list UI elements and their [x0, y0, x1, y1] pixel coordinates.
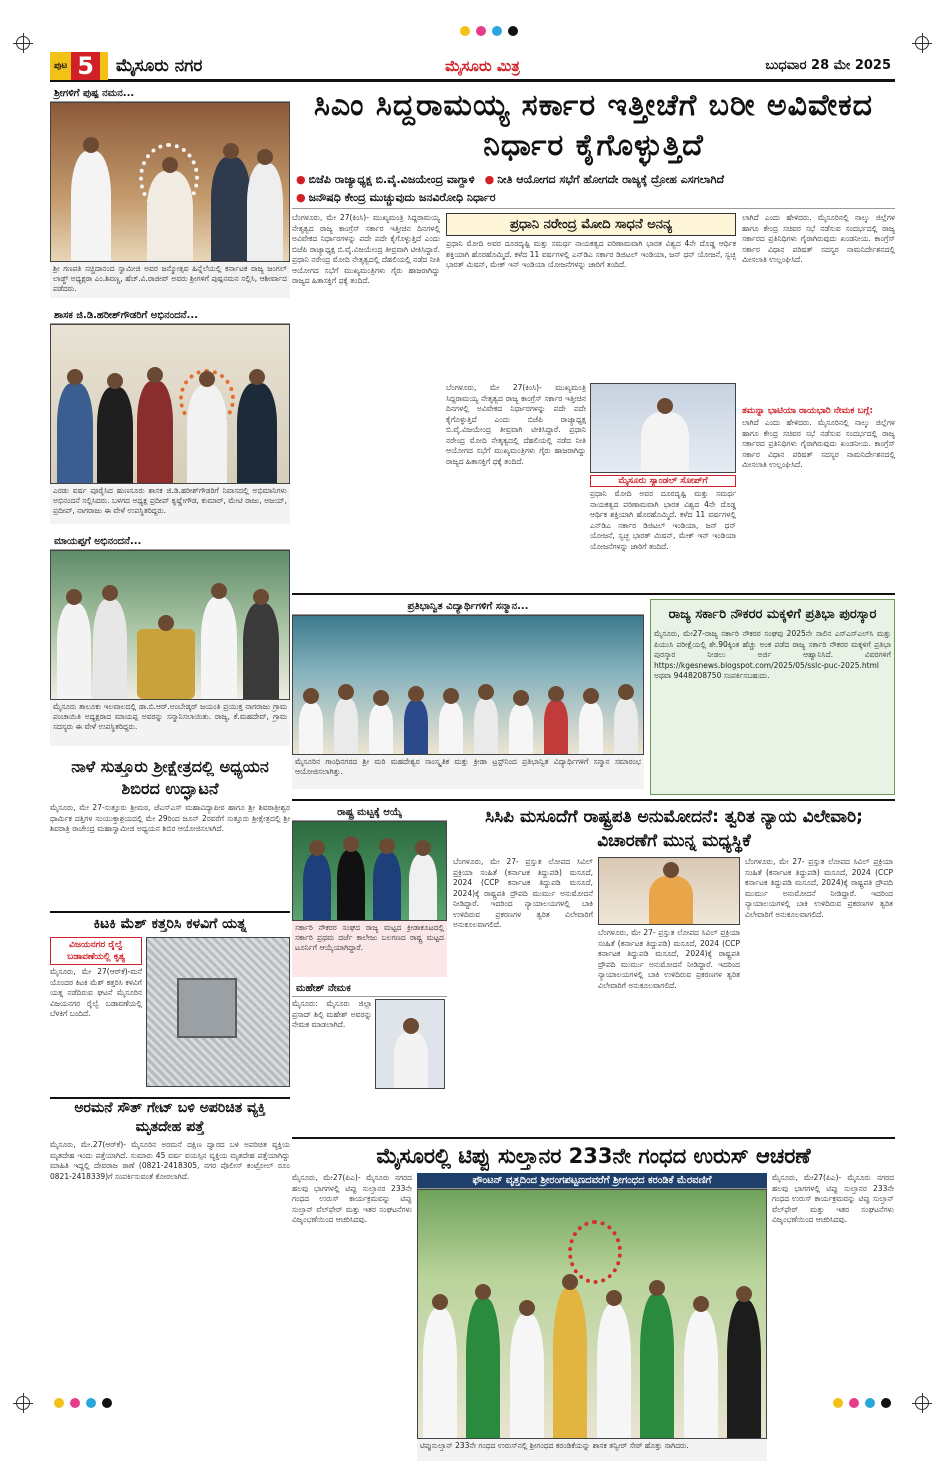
divider	[292, 593, 895, 595]
divider	[292, 1137, 895, 1139]
registration-mark	[915, 1396, 929, 1410]
story-headline: ಅರಮನೆ ಸೌತ್ ಗೇಟ್ ಬಳಿ ಅಪರಿಚಿತ ವ್ಯಕ್ತಿ ಮೃತದೇಹ ಪತ್ತೆ	[74, 1100, 266, 1135]
story-palace-gate	[50, 1097, 290, 1226]
tipu-story	[292, 1141, 895, 1473]
students-row	[292, 599, 895, 795]
story-headline: ಕಿಟಕಿ ಮೆಶ್ ಕತ್ತರಿಸಿ ಕಳವಿಗೆ ಯತ್ನ	[93, 916, 247, 932]
photo-subhead: ಮೈಸೂರು ಸ್ಯಾಂಡಲ್ ಸೋಪ್‌ಗೆ	[590, 475, 736, 487]
divider	[292, 799, 895, 801]
registration-mark	[16, 36, 30, 50]
tipu-procession-photo	[417, 1189, 767, 1439]
lead-kickers	[292, 170, 895, 209]
left-column	[50, 86, 290, 1226]
story-body: ಮೈಸೂರು, ಮೇ27(ಪಿಎ)- ಮೈಸೂರು ನಗರದ ಹಲವು ಭಾಗಗಳಲ್ಲಿ ಟಿಪ್ಪು ಸುಲ್ತಾನರ 233ನೇ ಗಂಧದ ಉರುಸ್ ಕಾರ್ಯಕ್ರಮವನ್ನು ಟಿಪ್ಪು ಸುಲ್ತಾನ್ ವೆಲ್‌ಫೇರ್ ಮತ್ತು ಇತರ ಸಂಘಟನೆಗಳು ವಿಜೃಂಭಣೆಯಿಂದ ಆಚರಿಸಿದವು.	[772, 1173, 894, 1224]
story-body: ಬೆಂಗಳೂರು, ಮೇ 27- ಪ್ರಸ್ತುತ ಲೋಪದ ಸಿವಿಲ್ ಪ್ರಕ್ರಿಯಾ ಸಂಹಿತೆ (ಕರ್ನಾಟಕ ತಿದ್ದುಪಡಿ) ಮಸೂದೆ, 2024 (CCP ಕರ್ನಾಟಕ ತಿದ್ದುಪಡಿ ಮಸೂದೆ, 2024)ಕ್ಕೆ ರಾಷ್ಟ್ರಪತಿ ದ್ರೌಪದಿ ಮುರ್ಮು ಅನುಮೋದನೆ ನೀಡಿದ್ದಾರೆ. ಇದರಿಂದ ನ್ಯಾಯಾಲಯಗಳಲ್ಲಿ ಬಾಕಿ ಉಳಿದಿರುವ ಪ್ರಕರಣಗಳ ತ್ವರಿತ ವಿಲೇವಾರಿಗೆ ಅನುಕೂಲವಾಗಲಿದೆ.	[453, 857, 593, 929]
sub-box-modi: ಪ್ರಧಾನಿ ನರೇಂದ್ರ ಮೋದಿ ಸಾಧನೆ ಅನನ್ಯ	[446, 213, 736, 236]
story-head: ಪ್ರತಿಭಾನ್ವಿತ ವಿದ್ಯಾರ್ಥಿಗಳಿಗೆ ಸನ್ಮಾನ...	[292, 599, 644, 615]
sports-ccp-row	[292, 805, 895, 1131]
soap-body: ಪ್ರಧಾನಿ ಮೋದಿ ಅವರ ದೂರದೃಷ್ಟಿ ಮತ್ತು ಸಮರ್ಥ ನಾಯಕತ್ವದ ಪರಿಣಾಮವಾಗಿ ಭಾರತ ವಿಶ್ವದ 4ನೇ ದೊಡ್ಡ ಆರ್ಥಿಕ ಶಕ್ತಿಯಾಗಿ ಹೊರಹೊಮ್ಮಿದೆ. ಕಳೆದ 11 ವರ್ಷಗಳಲ್ಲಿ ಎನ್‌ಡಿಎ ಸರ್ಕಾರ ಡಿಜಿಟಲ್ ಇಂಡಿಯಾ, ಜನ್ ಧನ್ ಯೋಜನೆ, ಸ್ವಚ್ಛ ಭಾರತ್ ಮಿಷನ್, ಮೇಕ್ ಇನ್ ಇಂಡಿಯಾ ಯೋಜನೆಗಳನ್ನು ಜಾರಿಗೆ ತಂದಿದೆ.	[590, 489, 736, 551]
sports-photo	[292, 821, 447, 921]
lead-middle	[446, 213, 736, 587]
story-head: ಮಾಯಪ್ಪಗೆ ಅಭಿನಂದನೆ...	[50, 534, 290, 550]
pratibha-puraskar-box	[650, 599, 895, 795]
news-photo	[50, 324, 290, 484]
story-subhead: ವಿಜಯನಗರ ರೈಲ್ವೆ ಬಡಾವಣೆಯಲ್ಲಿ ಕೃತ್ಯ	[50, 937, 142, 965]
window-mesh-photo	[146, 937, 290, 1087]
tamanna-head: ತಮನ್ನಾ ಭಾಟಿಯಾ ರಾಯಭಾರಿ ನೇಮಕ ಬಗ್ಗೆ:	[742, 406, 873, 416]
sub-box-body: ಪ್ರಧಾನಿ ಮೋದಿ ಅವರ ದೂರದೃಷ್ಟಿ ಮತ್ತು ಸಮರ್ಥ ನಾಯಕತ್ವದ ಪರಿಣಾಮವಾಗಿ ಭಾರತ ವಿಶ್ವದ 4ನೇ ದೊಡ್ಡ ಆರ್ಥಿಕ ಶಕ್ತಿಯಾಗಿ ಹೊರಹೊಮ್ಮಿದೆ. ಕಳೆದ 11 ವರ್ಷಗಳಲ್ಲಿ ಎನ್‌ಡಿಎ ಸರ್ಕಾರ ಡಿಜಿಟಲ್ ಇಂಡಿಯಾ, ಜನ್ ಧನ್ ಯೋಜನೆ, ಸ್ವಚ್ಛ ಭಾರತ್ ಮಿಷನ್, ಮೇಕ್ ಇನ್ ಇಂಡಿಯಾ ಯೋಜನೆಗಳನ್ನು ಜಾರಿಗೆ ತಂದಿದೆ.	[446, 239, 736, 269]
story-suttur-camp	[50, 756, 290, 907]
students-story	[292, 599, 644, 795]
story-body: ಬೆಂಗಳೂರು, ಮೇ 27- ಪ್ರಸ್ತುತ ಲೋಪದ ಸಿವಿಲ್ ಪ್ರಕ್ರಿಯಾ ಸಂಹಿತೆ (ಕರ್ನಾಟಕ ತಿದ್ದುಪಡಿ) ಮಸೂದೆ, 2024 (CCP ಕರ್ನಾಟಕ ತಿದ್ದುಪಡಿ ಮಸೂದೆ, 2024)ಕ್ಕೆ ರಾಷ್ಟ್ರಪತಿ ದ್ರೌಪದಿ ಮುರ್ಮು ಅನುಮೋದನೆ ನೀಡಿದ್ದಾರೆ. ಇದರಿಂದ ನ್ಯಾಯಾಲಯಗಳಲ್ಲಿ ಬಾಕಿ ಉಳಿದಿರುವ ಪ್ರಕರಣಗಳ ತ್ವರಿತ ವಿಲೇವಾರಿಗೆ ಅನುಕೂಲವಾಗಲಿದೆ.	[598, 928, 740, 990]
story-body: ಮೈಸೂರು: ಮೈಸೂರು ಜಿಲ್ಲಾ ಪ್ರಸಾದ್ ಶಿಲ್ಪಿ ಮಹೇಶ್ ಅವರನ್ನು ನೇಮಕ ಮಾಡಲಾಗಿದೆ.	[292, 999, 372, 1029]
story-head: ಮಹೇಶ್ ನೇಮಕ	[292, 981, 447, 997]
photo-caption: ಟಿಪ್ಪುಸುಲ್ತಾನ್ 233ನೇ ಗಂಧದ ಉರುಸ್‌ನಲ್ಲಿ ಶ್ರೀಗಂಧದ ಕರಂಡಿಕೆಯನ್ನು ಶಾಸಕ ತನ್ವೀರ್ ಸೇಠ್ ಹೊತ್ತು ಸಾಗಿದರು.	[417, 1439, 767, 1461]
photo-caption: ಸರ್ಕಾರಿ ನೌಕರರ ಸಂಘದ ರಾಜ್ಯ ಮಟ್ಟದ ಕ್ರೀಡಾಕೂಟದಲ್ಲಿ ಸರ್ಕಾರಿ ಪ್ರಥಮ ದರ್ಜೆ ಕಾಲೇಜು ಬಲಗಣದ ರಾಷ್ಟ್ರ ಮಟ್ಟದ ಟೂರ್ನಿಗೆ ಆಯ್ಕೆಯಾಗಿದ್ದಾರೆ.	[292, 921, 447, 977]
paper-name: ಮೈಸೂರು ಮಿತ್ರ	[445, 56, 520, 75]
story-mayappa	[50, 534, 290, 752]
kicker: ● ಬಿಜೆಪಿ ರಾಜ್ಯಾಧ್ಯಕ್ಷ ಬಿ.ವೈ.ವಿಜಯೇಂದ್ರ ವಾಗ್ದಾಳಿ	[296, 173, 475, 187]
news-photo	[50, 550, 290, 700]
date-line: ಬುಧವಾರ 28 ಮೇ 2025	[765, 58, 891, 73]
page-number-box	[50, 52, 108, 80]
page-word: ಪುಟ	[54, 60, 68, 71]
section-name: ಮೈಸೂರು ನಗರ	[115, 55, 203, 76]
main-column	[292, 86, 895, 1473]
page-number: 5	[71, 52, 100, 80]
news-photo	[50, 102, 290, 262]
photo-caption: ಮೈಸೂರಿನ ಗಾಂಧಿನಗರದ ಶ್ರೀ ಮರಿ ಮಹದೇಶ್ವರ ಸಾಂಸ್ಕೃತಿಕ ಮತ್ತು ಕ್ರೀಡಾ ಟ್ರಸ್ಟ್‌ನಿಂದ ಪ್ರತಿಭಾನ್ವಿತ ವಿದ್ಯಾರ್ಥಿಗಳಿಗೆ ಸನ್ಮಾನ ಸಮಾರಂಭ ಆಯೋಜಿಸಲಾಗಿತ್ತು.	[292, 755, 644, 789]
lead-right	[742, 213, 895, 587]
color-bar	[54, 1398, 112, 1408]
story-body: ಮೈಸೂರು, ಮೇ 27(ಆರ್‌ಕೆ)-ಮನೆ ಯೊಂದರ ಕಿಟಕಿ ಮೆಶ್ ಕತ್ತರಿಸಿ ಕಳವಿಗೆ ಯತ್ನ ನಡೆದಿರುವ ಘಟನೆ ಮೈಸೂರಿನ ವಿಜಯನಗರ ರೈಲ್ವೆ ಬಡಾವಣೆಯಲ್ಲಿ ಬೆಳಕಿಗೆ ಬಂದಿದೆ.	[50, 967, 142, 1018]
lead-body-col1: ಬೆಂಗಳೂರು, ಮೇ 27(ಕಿಂಸಿ)- ಮುಖ್ಯಮಂತ್ರಿ ಸಿದ್ದರಾಮಯ್ಯ ನೇತೃತ್ವದ ರಾಜ್ಯ ಕಾಂಗ್ರೆಸ್ ಸರ್ಕಾರ ಇತ್ತೀಚಿನ ದಿನಗಳಲ್ಲಿ ಅವಿವೇಕದ ನಿರ್ಧಾರಗಳನ್ನು ಪದೇ ಪದೇ ಕೈಗೊಳ್ಳುತ್ತಿದೆ ಎಂದು ಬಿಜೆಪಿ ರಾಜ್ಯಾಧ್ಯಕ್ಷ ಬಿ.ವೈ.ವಿಜಯೇಂದ್ರ ತೀವ್ರವಾಗಿ ಟೀಕಿಸಿದ್ದಾರೆ. ಪ್ರಧಾನಿ ನರೇಂದ್ರ ಮೋದಿ ನೇತೃತ್ವದಲ್ಲಿ ದೆಹಲಿಯಲ್ಲಿ ನಡೆದ ನೀತಿ ಆಯೋಗದ ಸಭೆಗೆ ಮುಖ್ಯಮಂತ್ರಿಗಳು ಗೈರು ಹಾಜರಾಗಿದ್ದು ರಾಜ್ಯದ ಹಿತಾಸಕ್ತಿಗೆ ಧಕ್ಕೆ ತಂದಿದೆ.	[292, 213, 440, 285]
story-headline: ಸಿಸಿಪಿ ಮಸೂದೆಗೆ ರಾಷ್ಟ್ರಪತಿ ಅನುಮೋದನೆ: ತ್ವರಿತ ನ್ಯಾಯ ವಿಲೇವಾರಿ; ವಿಚಾರಣೆಗೆ ಮುನ್ನ ಮಧ್ಯಸ್ಥಿಕೆ	[485, 807, 863, 851]
registration-mark	[915, 36, 929, 50]
tipu-photo-block	[417, 1173, 767, 1473]
kicker: ● ಜನೌಷಧಿ ಕೇಂದ್ರ ಮುಚ್ಚುವುದು ಜನವಿರೋಧಿ ನಿರ್ಧಾರ	[296, 191, 496, 205]
students-photo	[292, 615, 644, 755]
lead-story-body	[292, 213, 895, 587]
photo-caption: ಶ್ರೀ ಗಣಪತಿ ಸಚ್ಚಿದಾನಂದ ಸ್ವಾಮೀಜಿ ಅವರ ಜನ್ಮೋತ್ಸವ ಹಿನ್ನೆಲೆಯಲ್ಲಿ ಕರ್ನಾಟಕ ರಾಜ್ಯ ಜಂಗಲ್ ಲಾಡ್ಜ್ ಅಧ್ಯಕ್ಷರಾ ಎಂ.ಶಿವಣ್ಣ, ಹೆಚ್.ವಿ.ರಾಜೀವ್ ಅವರು ಶ್ರೀಗಳಿಗೆ ಪುಷ್ಪನಮನ ಸಲ್ಲಿಸಿ, ಆಶೀರ್ವಾದ ಪಡೆದರು.	[50, 262, 290, 298]
story-window-mesh	[50, 911, 290, 1091]
story-harish-gowda	[50, 308, 290, 530]
story-head: ಶಾಸಕ ಜಿ.ಡಿ.ಹರೀಶ್‌ಗೌಡರಿಗೆ ಅಭಿನಂದನೆ...	[50, 308, 290, 324]
lead-body-col2: ಬೆಂಗಳೂರು, ಮೇ 27(ಕಿಂಸಿ)- ಮುಖ್ಯಮಂತ್ರಿ ಸಿದ್ದರಾಮಯ್ಯ ನೇತೃತ್ವದ ರಾಜ್ಯ ಕಾಂಗ್ರೆಸ್ ಸರ್ಕಾರ ಇತ್ತೀಚಿನ ದಿನಗಳಲ್ಲಿ ಅವಿವೇಕದ ನಿರ್ಧಾರಗಳನ್ನು ಪದೇ ಪದೇ ಕೈಗೊಳ್ಳುತ್ತಿದೆ ಎಂದು ಬಿಜೆಪಿ ರಾಜ್ಯಾಧ್ಯಕ್ಷ ಬಿ.ವೈ.ವಿಜಯೇಂದ್ರ ತೀವ್ರವಾಗಿ ಟೀಕಿಸಿದ್ದಾರೆ. ಪ್ರಧಾನಿ ನರೇಂದ್ರ ಮೋದಿ ನೇತೃತ್ವದಲ್ಲಿ ದೆಹಲಿಯಲ್ಲಿ ನಡೆದ ನೀತಿ ಆಯೋಗದ ಸಭೆಗೆ ಮುಖ್ಯಮಂತ್ರಿಗಳು ಗೈರು ಹಾಜರಾಗಿದ್ದು ರಾಜ್ಯದ ಹಿತಾಸಕ್ತಿಗೆ ಧಕ್ಕೆ ತಂದಿದೆ.	[446, 383, 586, 466]
kicker: ● ನೀತಿ ಆಯೋಗದ ಸಭೆಗೆ ಹೋಗದೇ ರಾಜ್ಯಕ್ಕೆ ದ್ರೋಹ ಎಸಗಲಾಗಿದೆ	[485, 173, 724, 187]
sports-column	[292, 805, 447, 1131]
lead-body-col4: ಲಾಗಿದೆ ಎಂದು ಹೇಳಿದರು. ಮೈಸೂರಿನಲ್ಲಿ ನಾಲ್ಕು ಜಿಲ್ಲೆಗಳ ಹಾಗೂ ಕೇಂದ್ರ ಸಚಿವರ ಸಭೆ ನಡೆಸುವ ಸಂದರ್ಭದಲ್ಲಿ ರಾಜ್ಯ ಸರ್ಕಾರದ ಪ್ರತಿನಿಧಿಗಳು ಗೈರಾಗಿರುವುದು ಖಂಡನೀಯ. ಕಾಂಗ್ರೆಸ್ ಸರ್ಕಾರ ವಿಧಾನ ಪರಿಷತ್ ಸದಸ್ಯರ ನಾಮನಿರ್ದೇಶನದಲ್ಲಿ ಮೀಸಲಾತಿ ಉಲ್ಲಂಘಿಸಿದೆ.	[742, 418, 895, 469]
story-headline: ಮೈಸೂರಲ್ಲಿ ಟಿಪ್ಪು ಸುಲ್ತಾನರ 233ನೇ ಗಂಧದ ಉರುಸ್ ಆಚರಣೆ	[376, 1144, 811, 1168]
box-body: ಮೈಸೂರು, ಮೇ27-ರಾಜ್ಯ ಸರ್ಕಾರಿ ನೌಕರರ ಸಂಘವು 2025ನೇ ಸಾಲಿನ ಎಸ್‌ಎಸ್‌ಎಲ್‌ಸಿ ಮತ್ತು ಪಿಯುಸಿ ಪರೀಕ್ಷೆಯಲ್ಲಿ ಶೇ.90ಕ್ಕಿಂತ ಹೆಚ್ಚು ಅಂಕ ಪಡೆದ ರಾಜ್ಯ ಸರ್ಕಾರಿ ನೌಕರರ ಮಕ್ಕಳಿಗೆ ಪ್ರತಿಭಾ ಪುರಸ್ಕಾರ ನೀಡಲು ಅರ್ಜಿ ಆಹ್ವಾನಿಸಿದೆ. ವಿವರಗಳಿಗೆ https://kgesnews.blogspot.com/2025/05/sslc-puc-2025.html ಅಥವಾ 9448208750 ಸಂಪರ್ಕಿಸಬಹುದು.	[654, 629, 891, 680]
masthead	[50, 52, 895, 82]
lead-headline: ಸಿಎಂ ಸಿದ್ದರಾಮಯ್ಯ ಸರ್ಕಾರ ಇತ್ತೀಚೆಗೆ ಬರೀ ಅವಿವೇಕದ ನಿರ್ಧಾರ ಕೈಗೊಳ್ಳುತ್ತಿದೆ	[313, 88, 874, 163]
registration-mark	[16, 1396, 30, 1410]
story-head: ಶ್ರೀಗಳಿಗೆ ಪುಷ್ಪ ನಮನ...	[50, 86, 290, 102]
president-photo	[598, 857, 740, 925]
story-body: ಮೈಸೂರು, ಮೇ27(ಪಿಎ)- ಮೈಸೂರು ನಗರದ ಹಲವು ಭಾಗಗಳಲ್ಲಿ ಟಿಪ್ಪು ಸುಲ್ತಾನರ 233ನೇ ಗಂಧದ ಉರುಸ್ ಕಾರ್ಯಕ್ರಮವನ್ನು ಟಿಪ್ಪು ಸುಲ್ತಾನ್ ವೆಲ್‌ಫೇರ್ ಮತ್ತು ಇತರ ಸಂಘಟನೆಗಳು ವಿಜೃಂಭಣೆಯಿಂದ ಆಚರಿಸಿದವು.	[292, 1173, 412, 1224]
story-body: ಮೈಸೂರು, ಮೇ 27-ಸುತ್ತೂರು ಶ್ರೀಮಠ, ಜೆಎಸ್‌ಎಸ್ ಮಹಾವಿದ್ಯಾಪೀಠ ಹಾಗೂ ಶ್ರೀ ಶಿವರಾತ್ರೀಶ್ವರ ಧಾರ್ಮಿಕ ದತ್ತಿಗಳ ಸಂಯುಕ್ತಾಶ್ರಯದಲ್ಲಿ ಮೇ 29ರಿಂದ ಜೂನ್ 2ರವರೆಗೆ ಸುತ್ತೂರು ಶ್ರೀಕ್ಷೇತ್ರದಲ್ಲಿ ಶ್ರೀ ಶಿವರಾತ್ರಿ ರಾಜೇಂದ್ರ ಮಹಾಸ್ವಾಮೀಜಿ ಅಧ್ಯಯನ ಶಿಬಿರ ಆಯೋಜಿಸಲಾಗಿದೆ.	[50, 803, 290, 833]
photo-head: ಫೌಂಟನ್ ವೃತ್ತದಿಂದ ಶ್ರೀರಂಗಪಟ್ಟಣದವರೆಗೆ ಶ್ರೀಗಂಧದ ಕರಂಡಿಕೆ ಮೆರವಣಿಗೆ	[417, 1173, 767, 1189]
story-head: ರಾಷ್ಟ್ರ ಮಟ್ಟಕ್ಕೆ ಆಯ್ಕೆ	[292, 805, 447, 821]
story-body: ಮೈಸೂರು, ಮೇ.27(ಆರ್‌ಕೆ)- ಮೈಸೂರಿನ ಅರಮನೆ ದಕ್ಷಿಣ ದ್ವಾರದ ಬಳಿ ಅಪರಿಚಿತ ವ್ಯಕ್ತಿಯ ಮೃತದೇಹ ಇಂದು ಪತ್ತೆಯಾಗಿದೆ. ಸುಮಾರು 45 ವರ್ಷ ವಯಸ್ಸಿನ ವ್ಯಕ್ತಿಯ ಮೃತದೇಹ ಪತ್ತೆಯಾಗಿದ್ದು ಮಾಹಿತಿ ಇದ್ದಲ್ಲಿ ದೇವರಾಜ ಠಾಣೆ (0821-2418305, ನಗರ ಪೊಲೀಸ್ ಕಂಟ್ರೋಲ್ ರೂಂ 0821-2418339)ಗೆ ಸಂಪರ್ಕಿಸುವಂತೆ ಕೋರಲಾಗಿದೆ.	[50, 1140, 290, 1181]
photo-caption: ಮೈಸೂರು ತಾಲೂಕು ಇಲವಾಲದಲ್ಲಿ ಡಾ.ಬಿ.ಆರ್.ಅಂಬೇಡ್ಕರ್ ಜಯಂತಿ ಪ್ರಯುಕ್ತ ನಾಗರಾಜು ಗ್ರಾಮ ಪಂಚಾಯಿತಿ ಅಧ್ಯಕ್ಷರಾದ ಮಾಯಪ್ಪ ಅವರನ್ನು ಸನ್ಮಾನಿಸಲಾಯಿತು. ರಾಜ್ಯ, ಕೆ.ಮಹದೇವ್, ಗ್ರಾಮ ಸದಸ್ಯರು ಈ ವೇಳೆ ಉಪಸ್ಥಿತರಿದ್ದರು.	[50, 700, 290, 746]
photo-caption: ಎರಡು ವರ್ಷ ಪೂರೈಸಿದ ಹುಣಸೂರು ಶಾಸಕ ಜಿ.ಡಿ.ಹರೀಶ್‌ಗೌಡರಿಗೆ ನಿವಾಸದಲ್ಲಿ ಅಭಿಮಾನಿಗಳು ಅಭಿನಂದನೆ ಸಲ್ಲಿಸಿದರು. ಬಳಗದ ಅಧ್ಯಕ್ಷ ಪ್ರದೀಪ್ ಕೃಷ್ಣೇಗೌಡ, ಕುಮಾರ್, ಮೇಟಿ ರಾಜು, ಅಜಯ್, ಪ್ರದೀಪ್, ನಾಗರಾಜು ಈ ವೇಳೆ ಉಪಸ್ಥಿತರಿದ್ದರು.	[50, 484, 290, 524]
vijayendra-photo	[590, 383, 736, 473]
story-headline: ನಾಳೆ ಸುತ್ತೂರು ಶ್ರೀಕ್ಷೇತ್ರದಲ್ಲಿ ಅಧ್ಯಯನ ಶಿಬಿರದ ಉದ್ಘಾಟನೆ	[71, 757, 269, 798]
color-bar	[460, 26, 518, 36]
lead-body-col3: ಲಾಗಿದೆ ಎಂದು ಹೇಳಿದರು. ಮೈಸೂರಿನಲ್ಲಿ ನಾಲ್ಕು ಜಿಲ್ಲೆಗಳ ಹಾಗೂ ಕೇಂದ್ರ ಸಚಿವರ ಸಭೆ ನಡೆಸುವ ಸಂದರ್ಭದಲ್ಲಿ ರಾಜ್ಯ ಸರ್ಕಾರದ ಪ್ರತಿನಿಧಿಗಳು ಗೈರಾಗಿರುವುದು ಖಂಡನೀಯ. ಕಾಂಗ್ರೆಸ್ ಸರ್ಕಾರ ವಿಧಾನ ಪರಿಷತ್ ಸದಸ್ಯರ ನಾಮನಿರ್ದೇಶನದಲ್ಲಿ ಮೀಸಲಾತಿ ಉಲ್ಲಂಘಿಸಿದೆ.	[742, 213, 895, 264]
story-flower-tribute	[50, 86, 290, 304]
mahesh-photo	[375, 999, 445, 1089]
story-body: ಬೆಂಗಳೂರು, ಮೇ 27- ಪ್ರಸ್ತುತ ಲೋಪದ ಸಿವಿಲ್ ಪ್ರಕ್ರಿಯಾ ಸಂಹಿತೆ (ಕರ್ನಾಟಕ ತಿದ್ದುಪಡಿ) ಮಸೂದೆ, 2024 (CCP ಕರ್ನಾಟಕ ತಿದ್ದುಪಡಿ ಮಸೂದೆ, 2024)ಕ್ಕೆ ರಾಷ್ಟ್ರಪತಿ ದ್ರೌಪದಿ ಮುರ್ಮು ಅನುಮೋದನೆ ನೀಡಿದ್ದಾರೆ. ಇದರಿಂದ ನ್ಯಾಯಾಲಯಗಳಲ್ಲಿ ಬಾಕಿ ಉಳಿದಿರುವ ಪ್ರಕರಣಗಳ ತ್ವರಿತ ವಿಲೇವಾರಿಗೆ ಅನುಕೂಲವಾಗಲಿದೆ.	[745, 857, 893, 919]
box-headline: ರಾಜ್ಯ ಸರ್ಕಾರಿ ನೌಕರರ ಮಕ್ಕಳಿಗೆ ಪ್ರತಿಭಾ ಪುರಸ್ಕಾರ	[668, 607, 877, 622]
ccp-story	[453, 805, 895, 1131]
